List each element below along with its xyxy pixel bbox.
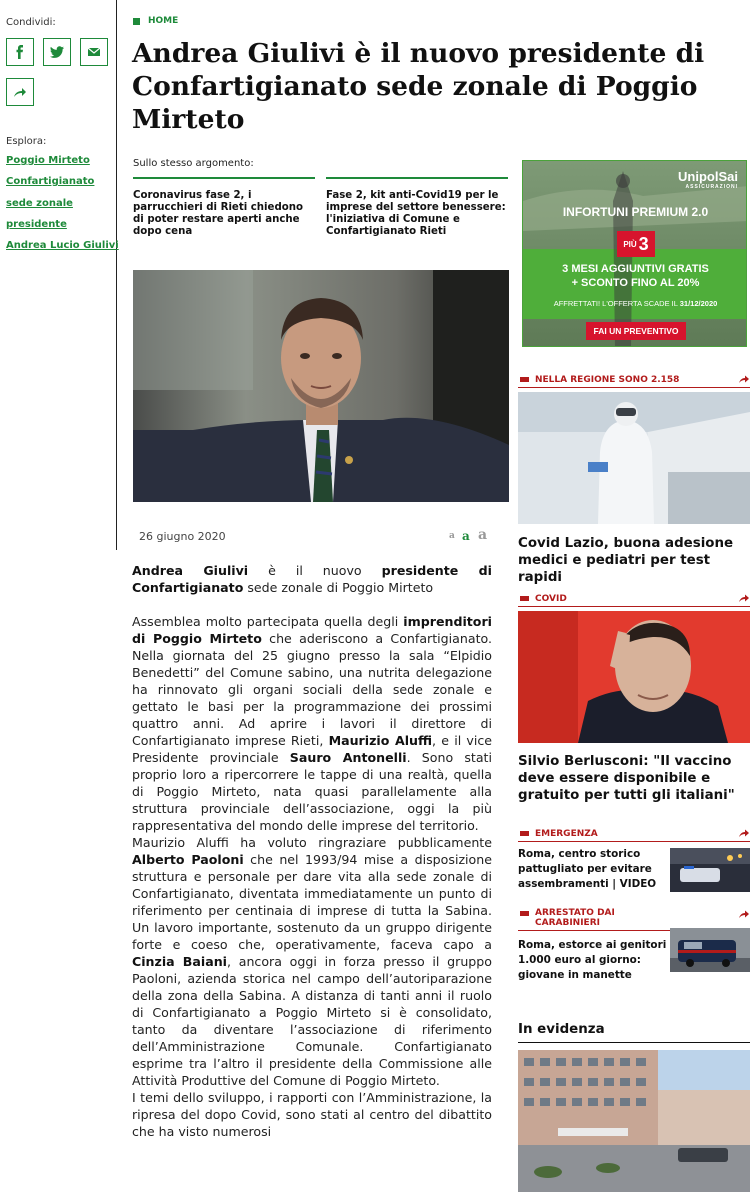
section-header[interactable]: ARRESTATO DAI CARABINIERI — [518, 907, 750, 931]
tag-link[interactable]: presidente — [6, 219, 67, 230]
font-size-medium-button[interactable]: a — [462, 529, 470, 543]
section-marker — [520, 911, 529, 916]
tag-link[interactable]: sede zonale — [6, 198, 73, 209]
ad-badge: PIÙ 3 — [617, 231, 655, 257]
news-headline[interactable]: Covid Lazio, buona adesione medici e pediatri per test rapidi — [518, 536, 734, 585]
related-article[interactable]: Coronavirus fase 2, i parrucchieri di Rieti chiedono di poter restare aperti anche dopo cena — [133, 177, 315, 238]
article-title: Andrea Giulivi è il nuovo presidente di Confartigianato sede zonale di Poggio Mirteto — [132, 38, 705, 135]
tag-link[interactable]: Confartigianato — [6, 176, 95, 187]
news-thumbnail[interactable] — [670, 848, 750, 892]
article-photo — [133, 270, 509, 502]
article-paragraph: I temi dello sviluppo, i rapporti con l’Amministrazione, la ripresa del dopo Covid, sono stati al centro del dibattito che ha visto numerosi — [132, 1090, 492, 1139]
facebook-icon — [13, 45, 27, 59]
section-header[interactable]: EMERGENZA — [518, 826, 750, 842]
tag-link[interactable]: Poggio Mirteto — [6, 155, 90, 166]
tag-link[interactable]: Andrea Lucio Giulivi — [6, 240, 119, 251]
share-column — [0, 0, 117, 550]
in-evidenza-heading: In evidenza — [518, 1022, 605, 1037]
share-arrow-icon[interactable] — [738, 908, 750, 919]
email-icon — [87, 45, 101, 59]
section-header[interactable]: COVID — [518, 591, 750, 607]
font-size-large-button[interactable]: a — [478, 527, 488, 543]
news-image[interactable] — [518, 392, 750, 524]
ad-cta-button[interactable]: FAI UN PREVENTIVO — [586, 322, 686, 340]
news-headline[interactable]: Roma, estorce ai genitori 1.000 euro al giorno: giovane in manette — [518, 939, 667, 981]
article-body — [132, 562, 492, 1140]
section-marker — [520, 831, 529, 836]
ad-headline: INFORTUNI PREMIUM 2.0 — [562, 205, 709, 219]
section-marker — [520, 596, 529, 601]
news-headline[interactable]: Silvio Berlusconi: "Il vaccino deve essere disponibile e gratuito per tutti gli italiani" — [518, 754, 735, 803]
news-thumbnail[interactable] — [670, 928, 750, 972]
ad-deadline: AFFRETTATI! L'OFFERTA SCADE IL 31/12/2020 — [553, 299, 718, 308]
related-label: Sullo stesso argomento: — [133, 158, 254, 169]
article-paragraph: Assemblea molto partecipata quella degli imprenditori di Poggio Mirteto che aderiscono a Confartigianato. Nella giornata del 25 giugno presso la sala “Elpidio Benedetti” del Comune sabino, una nutrita delegazione ha rinnovato gli organi sociali della sede zonale e gettato le basi per la programmazione dei prossimi quattro anni. Ad aprire i lavori il direttore di Confartigianato imprese Rieti, Maurizio Aluffi, e il vice Presidente provinciale Sauro Antonelli. Sono stati proprio loro a ripercorrere le tappe di una realtà, quella di Poggio Mirteto, nata quasi parallelamente alla struttura provinciale dell’associazione, oggi la più rappresentativa del mondo delle imprese del territorio. — [132, 614, 493, 833]
ad-offer: 3 MESI AGGIUNTIVI GRATIS + SCONTO FINO AL 20% — [562, 263, 709, 289]
featured-image[interactable] — [518, 1050, 750, 1192]
font-size-small-button[interactable]: a — [449, 531, 455, 541]
ad-brand-logo: UnipolSai ASSICURAZIONI — [678, 169, 738, 190]
divider — [518, 1042, 750, 1043]
email-share-button[interactable] — [80, 38, 108, 66]
publish-date: 26 giugno 2020 — [139, 530, 226, 543]
share-arrow-icon — [13, 85, 27, 99]
share-label: Condividi: — [6, 17, 56, 28]
section-marker — [520, 377, 529, 382]
article-lead: Andrea Giulivi è il nuovo presidente di Confartigianato sede zonale di Poggio Mirteto — [132, 563, 492, 595]
twitter-icon — [50, 45, 64, 59]
explore-label: Esplora: — [6, 136, 47, 147]
news-image[interactable] — [518, 611, 750, 743]
breadcrumb-home[interactable]: HOME — [148, 16, 179, 26]
news-headline[interactable]: Roma, centro storico pattugliato per evitare assembramenti | VIDEO — [518, 848, 657, 890]
share-arrow-icon[interactable] — [738, 592, 750, 603]
share-arrow-icon[interactable] — [738, 827, 750, 838]
related-article[interactable]: Fase 2, kit anti-Covid19 per le imprese del settore benessere: l'iniziativa di Comune e Confartigianato Rieti — [326, 177, 508, 238]
share-more-button[interactable] — [6, 78, 34, 106]
breadcrumb-marker — [133, 18, 140, 25]
facebook-share-button[interactable] — [6, 38, 34, 66]
advertisement-banner[interactable] — [522, 160, 747, 347]
share-arrow-icon[interactable] — [738, 373, 750, 384]
section-header[interactable]: NELLA REGIONE SONO 2.158 — [518, 372, 750, 388]
breadcrumb[interactable] — [133, 16, 178, 26]
twitter-share-button[interactable] — [43, 38, 71, 66]
article-paragraph: Maurizio Aluffi ha voluto ringraziare pubblicamente Alberto Paoloni che nel 1993/94 mise a disposizione struttura e personale per dare vita alla sede zonale di Confartigianato, diventata immediatamente un punto di riferimento per centinaia di imprese di tutta la Sabina. Un lavoro importante, sostenuto da un gruppo dirigente forte e coeso che, operativamente, faceva capo a Cinzia Baiani, ancora oggi in forza presso il gruppo Paoloni, azienda storica nel campo dell’autoriparazione della zona della Sabina. A distanza di tanti anni il ruolo di Confartigianato a Poggio Mirteto si è consolidato, tanto da diventare l’associazione di riferimento dell’Amministrazione Comunale. Confartigianato esprime tra l’altro il presidente della Commissione alle Attività Produttive del Comune di Poggio Mirteto. — [132, 835, 492, 1088]
